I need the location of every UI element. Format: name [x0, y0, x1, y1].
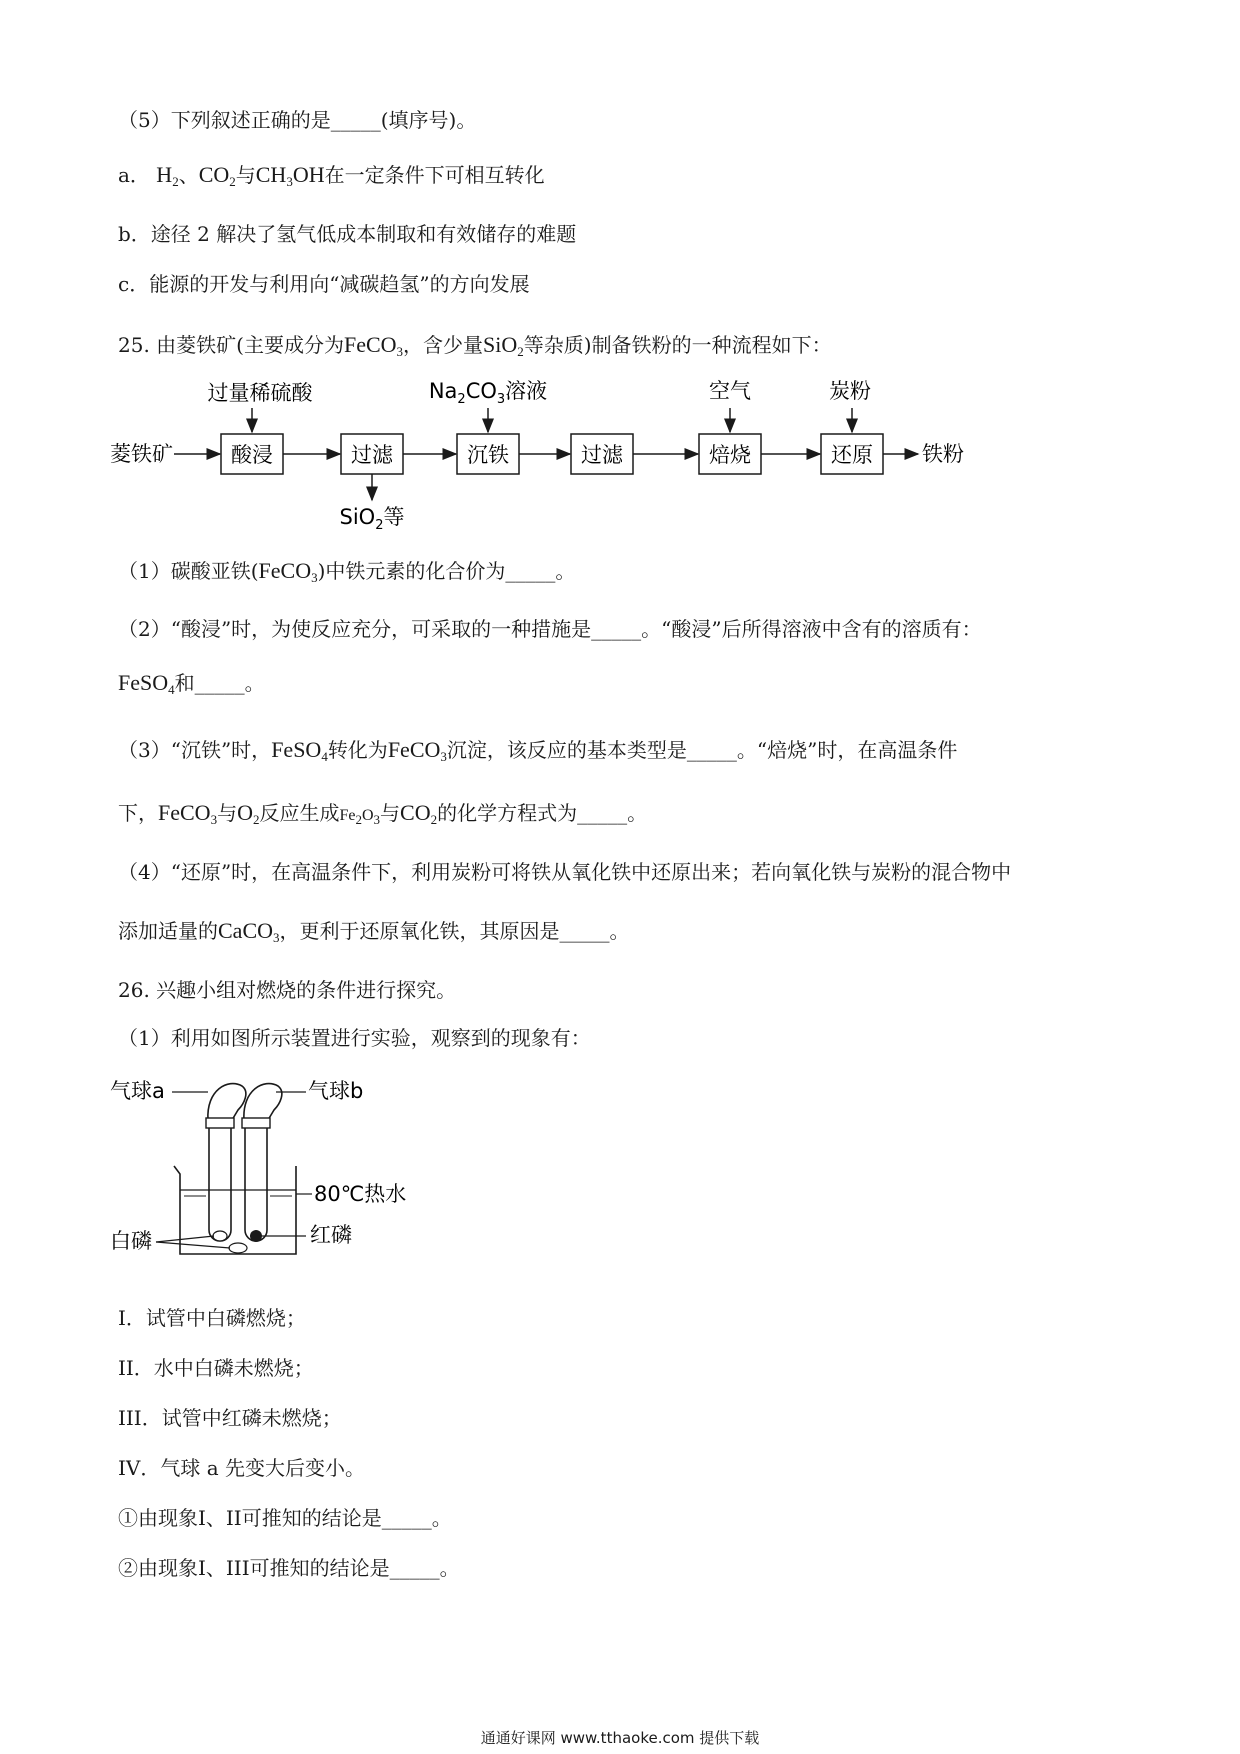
q24-5-option-c: c．能源的开发与利用向“减碳趋氢”的方向发展	[118, 272, 530, 296]
flow-step-1: 酸浸	[231, 443, 273, 467]
page-footer: 通通好课网 www.tthaoke.com 提供下载	[480, 1729, 760, 1747]
reagent-carbon-powder: 炭粉	[829, 379, 871, 403]
observation-3: III．试管中红磷未燃烧；	[118, 1406, 342, 1430]
red-phosphorus-in-tube	[250, 1230, 262, 1242]
flow-step-4: 过滤	[581, 443, 623, 467]
observation-4: IV．气球 a 先变大后变小。	[118, 1456, 365, 1480]
q25-part-2-line-1: （2）“酸浸”时，为使反应充分，可采取的一种措施是_____。“酸浸”后所得溶液中含有的溶质有：	[118, 617, 982, 641]
label-red-phosphorus: 红磷	[310, 1223, 352, 1247]
balloon-b	[244, 1084, 282, 1120]
q25-part-1: （1）碳酸亚铁(FeCO$_3$)中铁元素的化合价为_____。	[118, 558, 576, 585]
test-tube-right	[245, 1128, 267, 1241]
q26-stem: 26. 兴趣小组对燃烧的条件进行探究。	[118, 978, 457, 1002]
balloon-a	[208, 1084, 246, 1120]
q24-5-option-b: b．途径 2 解决了氢气低成本制取和有效储存的难题	[118, 222, 577, 246]
q25-stem: 25. 由菱铁矿(主要成分为FeCO$_3$，含少量SiO$_2$等杂质)制备铁粉的一种流程如下：	[118, 332, 832, 359]
q24-5-option-a: a． $H_2$、$CO_2$与$CH_3OH$在一定条件下可相互转化	[118, 162, 545, 189]
flow-byproduct-sio2: SiO$_2$等	[339, 505, 405, 532]
label-balloon-b: 气球b	[308, 1079, 364, 1103]
q25-part-4-line-2: 添加适量的CaCO$_3$，更利于还原氧化铁，其原因是_____。	[118, 918, 630, 945]
test-tube-left	[209, 1128, 231, 1241]
label-hot-water: 80℃热水	[314, 1182, 407, 1206]
flow-step-5: 焙烧	[709, 443, 751, 467]
white-phosphorus-in-tube	[213, 1231, 227, 1241]
q25-part-3-line-2: 下，FeCO$_3$与$O_2$反应生成$Fe_2O_3$与$CO_2$的化学方程式为_____。	[118, 800, 648, 827]
white-phosphorus-in-water	[229, 1243, 247, 1253]
flow-step-6: 还原	[831, 443, 873, 467]
q26-part-1: （1）利用如图所示装置进行实验，观察到的现象有：	[118, 1026, 591, 1050]
flow-start-siderite: 菱铁矿	[110, 442, 173, 466]
flow-step-3: 沉铁	[467, 443, 509, 467]
label-balloon-a: 气球a	[110, 1079, 165, 1103]
flow-step-2: 过滤	[351, 443, 393, 467]
q25-part-2-line-2: FeSO$_4$和_____。	[118, 670, 265, 697]
reagent-sodium-carbonate: $Na_2CO_3$溶液	[428, 379, 548, 407]
reagent-air: 空气	[709, 379, 751, 403]
observation-2: II．水中白磷未燃烧；	[118, 1356, 314, 1380]
process-flow-diagram	[110, 372, 990, 532]
conclusion-2: ②由现象I、III可推知的结论是_____。	[118, 1556, 460, 1580]
observation-1: I．试管中白磷燃烧；	[118, 1306, 306, 1330]
flow-end-iron-powder: 铁粉	[922, 442, 964, 466]
q24-5-stem: （5）下列叙述正确的是_____(填序号)。	[118, 108, 477, 132]
q25-part-4-line-1: （4）“还原”时，在高温条件下，利用炭粉可将铁从氧化铁中还原出来；若向氧化铁与炭粉的混合物中	[118, 860, 1012, 884]
label-white-phosphorus: 白磷	[110, 1229, 152, 1253]
q25-part-3-line-1: （3）“沉铁”时，FeSO$_4$转化为FeCO$_3$沉淀，该反应的基本类型是_____。“焙烧”时，在高温条件	[118, 737, 958, 764]
reagent-dilute-sulfuric-acid: 过量稀硫酸	[207, 381, 313, 405]
combustion-apparatus-diagram	[110, 1070, 430, 1270]
conclusion-1: ①由现象I、II可推知的结论是_____。	[118, 1506, 452, 1530]
beaker	[174, 1166, 296, 1254]
